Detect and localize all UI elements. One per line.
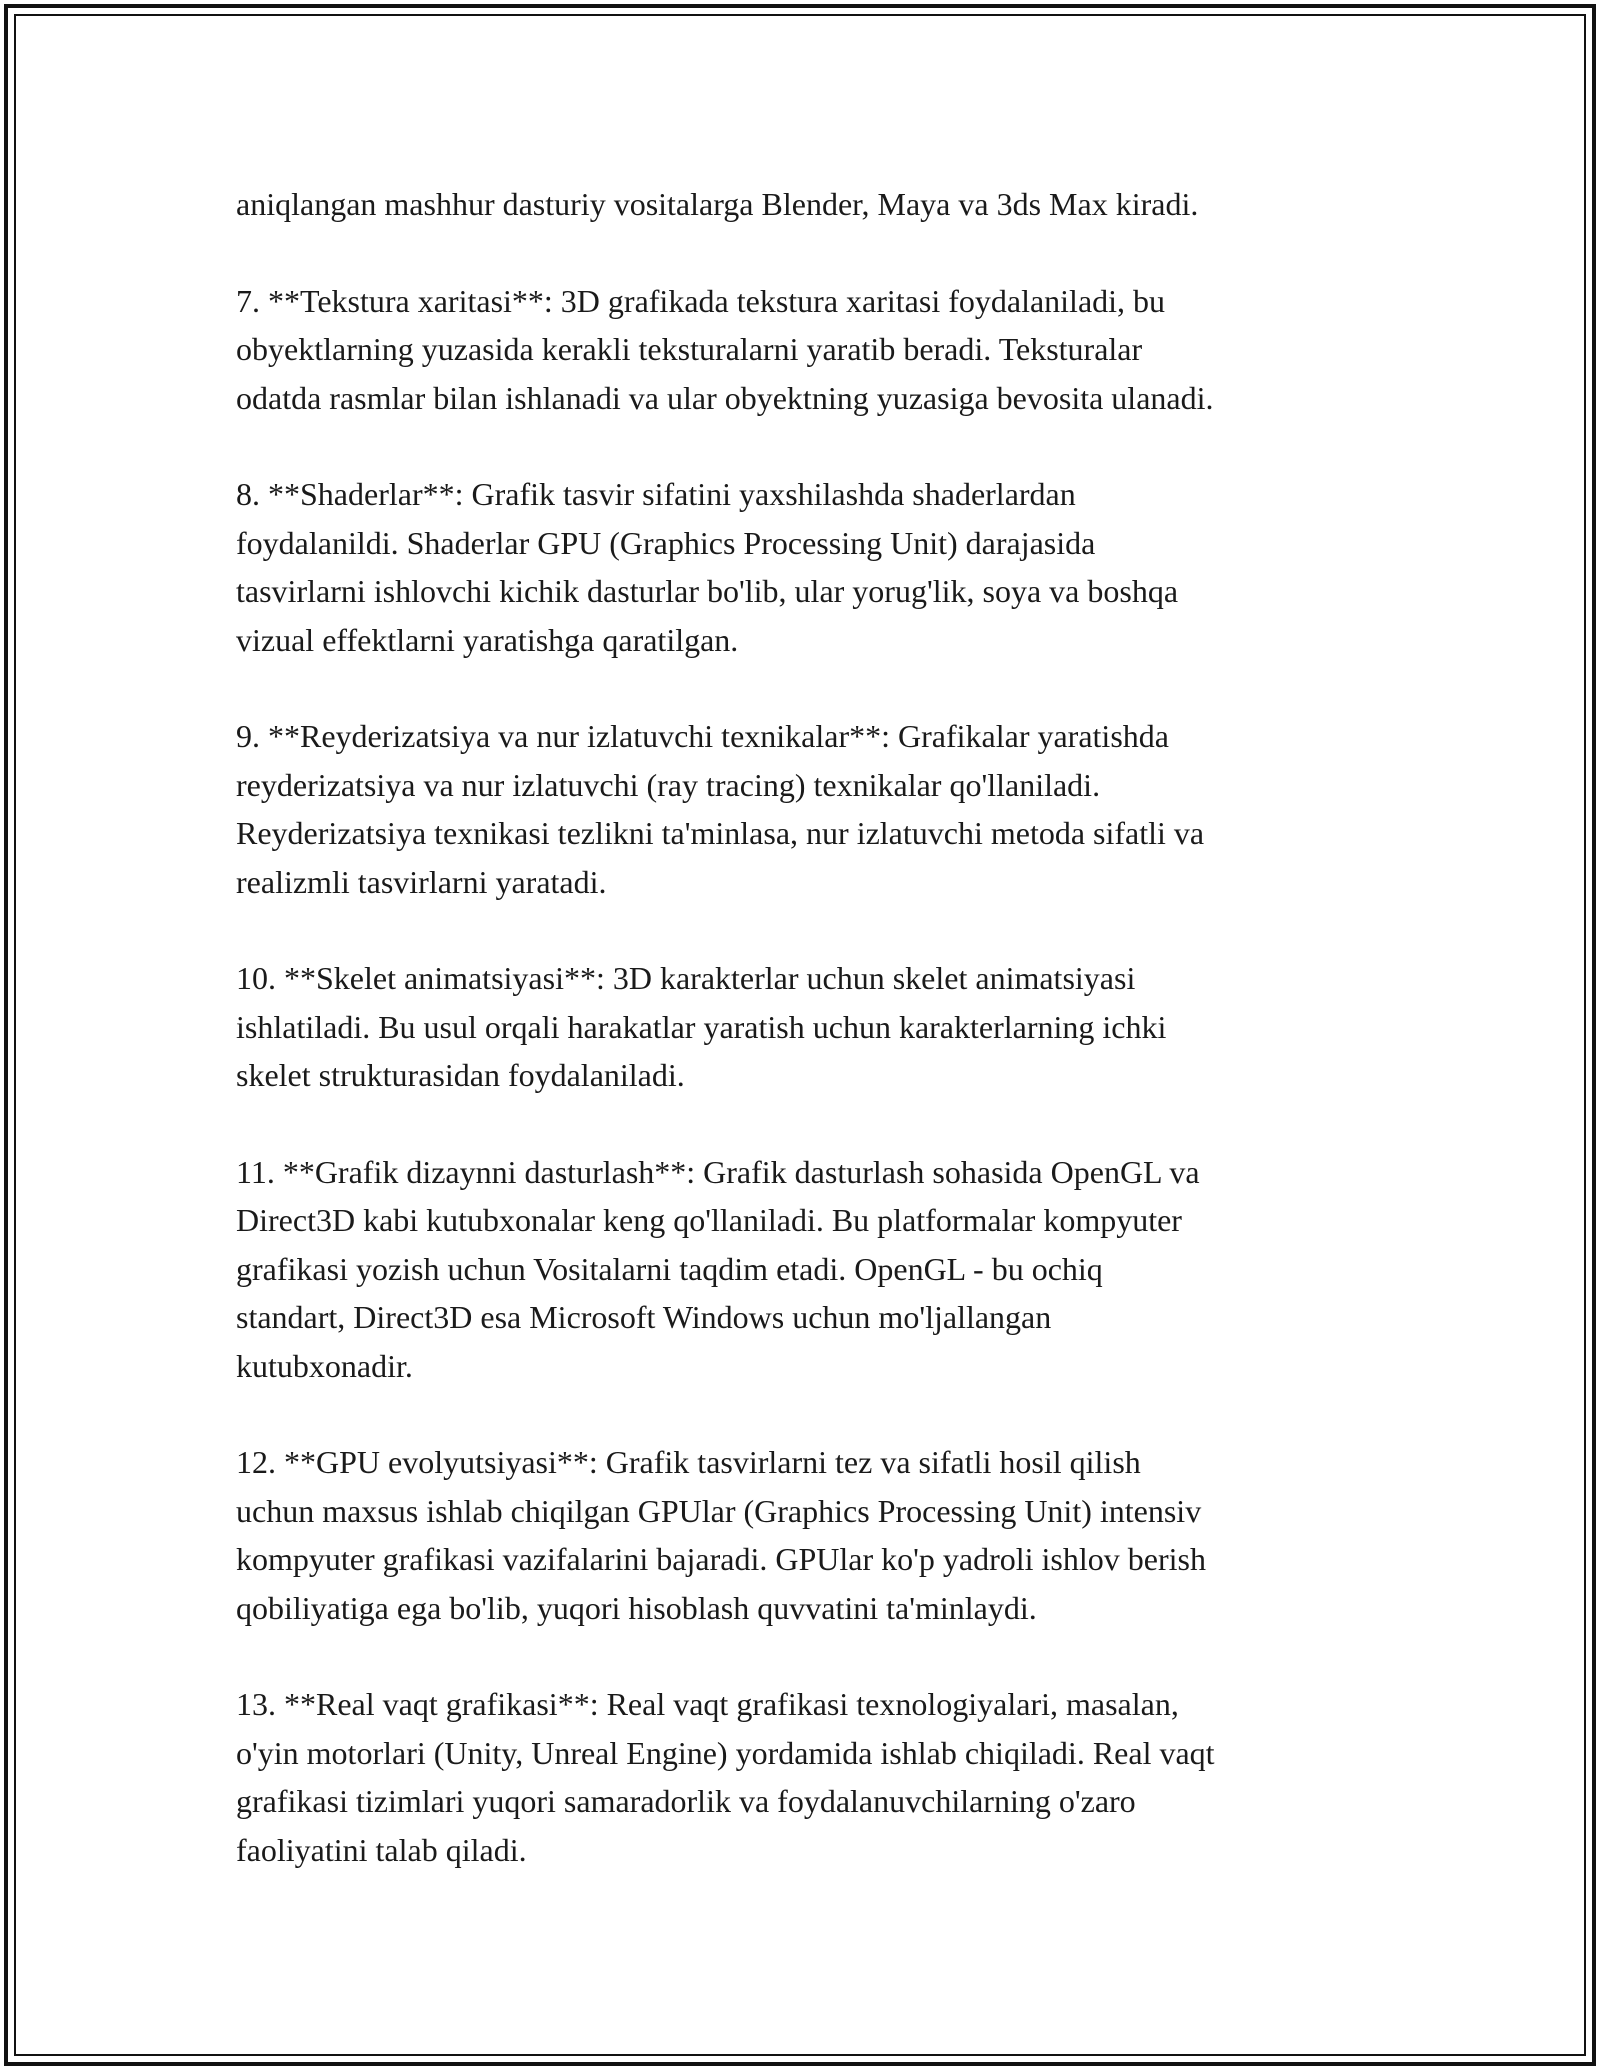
paragraph-item-10: 10. **Skelet animatsiyasi**: 3D karakterlar uchun skelet animatsiyasi ishlatiladi. Bu usul orqali harakatlar yaratish uchun karakterlarning ichki skelet strukturasidan foydalaniladi. <box>236 960 1167 1094</box>
paragraph-item-7: 7. **Tekstura xaritasi**: 3D grafikada tekstura xaritasi foydalaniladi, bu obyektlarning yuzasida kerakli teksturalarni yaratib beradi. Teksturalar odatda rasmlar bilan ishlanadi va ular obyektning yuzasiga bevosita ulanadi. <box>236 282 1214 416</box>
document-body <box>236 180 1366 1923</box>
paragraph-item-8: 8. **Shaderlar**: Grafik tasvir sifatini yaxshilashda shaderlardan foydalanildi. Shaderlar GPU (Graphics Processing Unit) darajasida tasvirlarni ishlovchi kichik dasturlar bo'lib, ular yorug'lik, soya va boshqa vizual effektlarni yaratishga qaratilgan. <box>236 476 1179 658</box>
paragraph-item-12: 12. **GPU evolyutsiyasi**: Grafik tasvirlarni tez va sifatli hosil qilish uchun maxsus ishlab chiqilgan GPUlar (Graphics Processing Unit) intensiv kompyuter grafikasi vazifalarini bajaradi. GPUlar ko'p yadroli ishlov berish qobiliyatiga ega bo'lib, yuqori hisoblash quvvatini ta'minlaydi. <box>236 1444 1206 1626</box>
paragraph-item-13: 13. **Real vaqt grafikasi**: Real vaqt grafikasi texnologiyalari, masalan, o'yin motorlari (Unity, Unreal Engine) yordamida ishlab chiqiladi. Real vaqt grafikasi tizimlari yuqori samaradorlik va foydalanuvchilarning o'zaro faoliyatini talab qiladi. <box>236 1686 1215 1868</box>
paragraph-continuation: aniqlangan mashhur dasturiy vositalarga Blender, Maya va 3ds Max kiradi. <box>236 186 1199 222</box>
paragraph-item-9: 9. **Reyderizatsiya va nur izlatuvchi texnikalar**: Grafikalar yaratishda reyderizatsiya va nur izlatuvchi (ray tracing) texnikalar qo'llaniladi. Reyderizatsiya texnikasi tezlikni ta'minlasa, nur izlatuvchi metoda sifatli va realizmli tasvirlarni yaratadi. <box>236 718 1205 900</box>
paragraph-item-11: 11. **Grafik dizaynni dasturlash**: Grafik dasturlash sohasida OpenGL va Direct3D kabi kutubxonalar keng qo'llaniladi. Bu platformalar kompyuter grafikasi yozish uchun Vositalarni taqdim etadi. OpenGL - bu ochiq standart, Direct3D esa Microsoft Windows uchun mo'ljallangan kutubxonadir. <box>236 1154 1200 1384</box>
